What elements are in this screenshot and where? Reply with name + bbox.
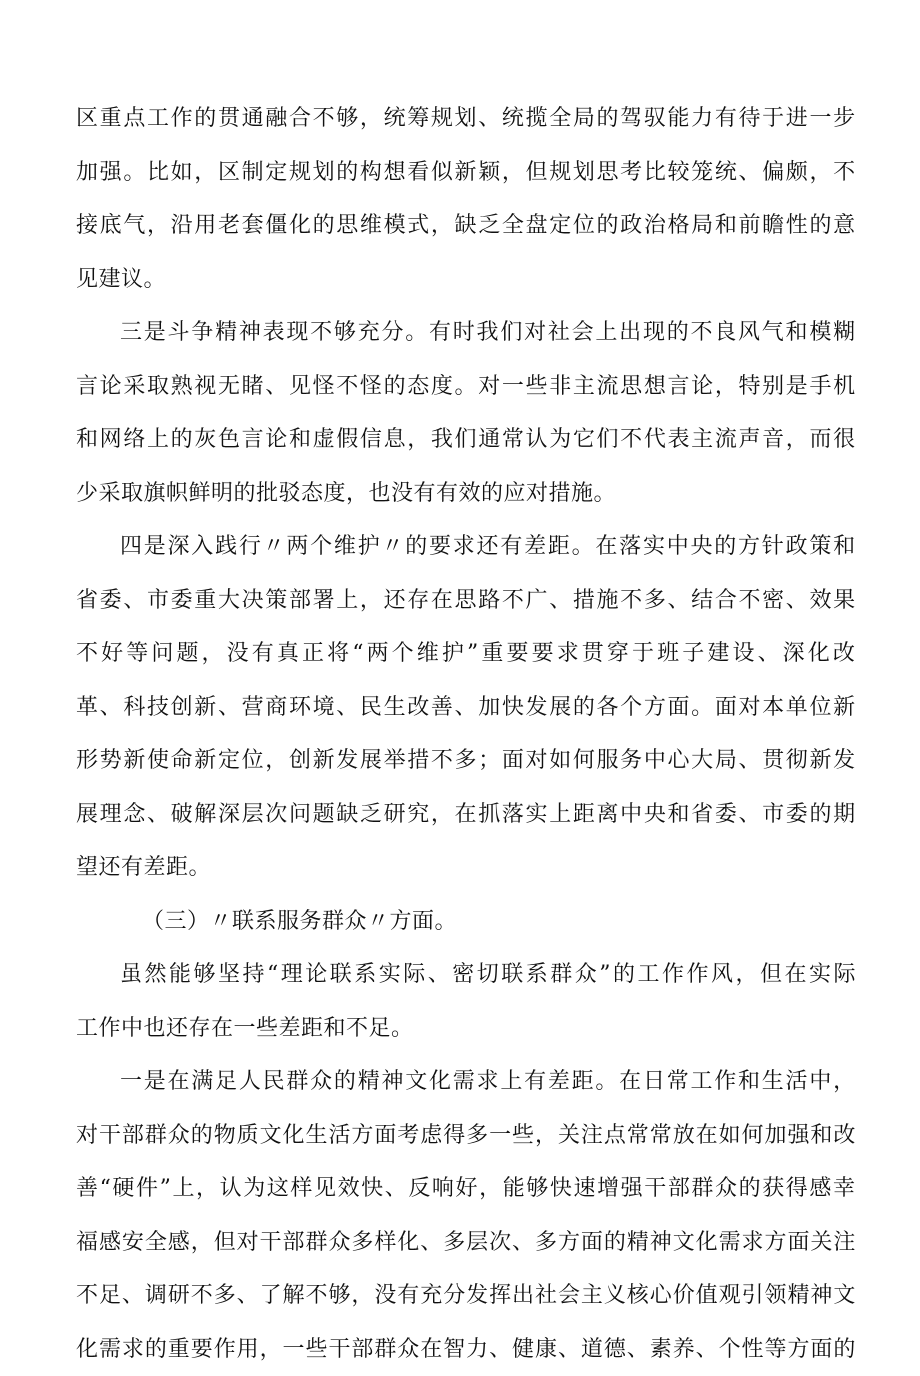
text-line: 革、科技创新、营商环境、民生改善、加快发展的各个方面。面对本单位新 <box>76 681 856 735</box>
text-line: 少采取旗帜鲜明的批驳态度，也没有有效的应对措施。 <box>76 467 856 521</box>
text-line: 形势新使命新定位，创新发展举措不多；面对如何服务中心大局、贯彻新发 <box>76 734 856 788</box>
document-body <box>76 92 856 1376</box>
text-line: 言论采取熟视无睹、见怪不怪的态度。对一些非主流思想言论，特别是手机 <box>76 360 856 414</box>
text-line: 望还有差距。 <box>76 841 856 895</box>
text-line: 和网络上的灰色言论和虚假信息，我们通常认为它们不代表主流声音，而很 <box>76 413 856 467</box>
text-line: 化需求的重要作用，一些干部群众在智力、健康、道德、素养、个性等方面的 <box>76 1323 856 1376</box>
text-line: 三是斗争精神表现不够充分。有时我们对社会上出现的不良风气和模糊 <box>76 306 856 360</box>
text-line: 工作中也还存在一些差距和不足。 <box>76 1002 856 1056</box>
text-line: 不好等问题，没有真正将“两个维护”重要要求贯穿于班子建设、深化改 <box>76 627 856 681</box>
text-line: 虽然能够坚持“理论联系实际、密切联系群众”的工作作风，但在实际 <box>76 948 856 1002</box>
text-line: 展理念、破解深层次问题缺乏研究，在抓落实上距离中央和省委、市委的期 <box>76 788 856 842</box>
text-line: 一是在满足人民群众的精神文化需求上有差距。在日常工作和生活中， <box>76 1055 856 1109</box>
text-line: 接底气，沿用老套僵化的思维模式，缺乏全盘定位的政治格局和前瞻性的意 <box>76 199 856 253</box>
text-line: 区重点工作的贯通融合不够，统筹规划、统揽全局的驾驭能力有待于进一步 <box>76 92 856 146</box>
text-line: 见建议。 <box>76 253 856 307</box>
text-line: 对干部群众的物质文化生活方面考虑得多一些，关注点常常放在如何加强和改 <box>76 1109 856 1163</box>
text-line: 加强。比如，区制定规划的构想看似新颖，但规划思考比较笼统、偏颇，不 <box>76 146 856 200</box>
text-line: 善“硬件”上，认为这样见效快、反响好，能够快速增强干部群众的获得感幸 <box>76 1162 856 1216</box>
text-line: 不足、调研不多、了解不够，没有充分发挥出社会主义核心价值观引领精神文 <box>76 1269 856 1323</box>
text-line: 福感安全感，但对干部群众多样化、多层次、多方面的精神文化需求方面关注 <box>76 1216 856 1270</box>
text-line: 省委、市委重大决策部署上，还存在思路不广、措施不多、结合不密、效果 <box>76 574 856 628</box>
text-line: 四是深入践行〃两个维护〃的要求还有差距。在落实中央的方针政策和 <box>76 520 856 574</box>
section-heading-line: （三）〃联系服务群众〃方面。 <box>76 895 856 949</box>
